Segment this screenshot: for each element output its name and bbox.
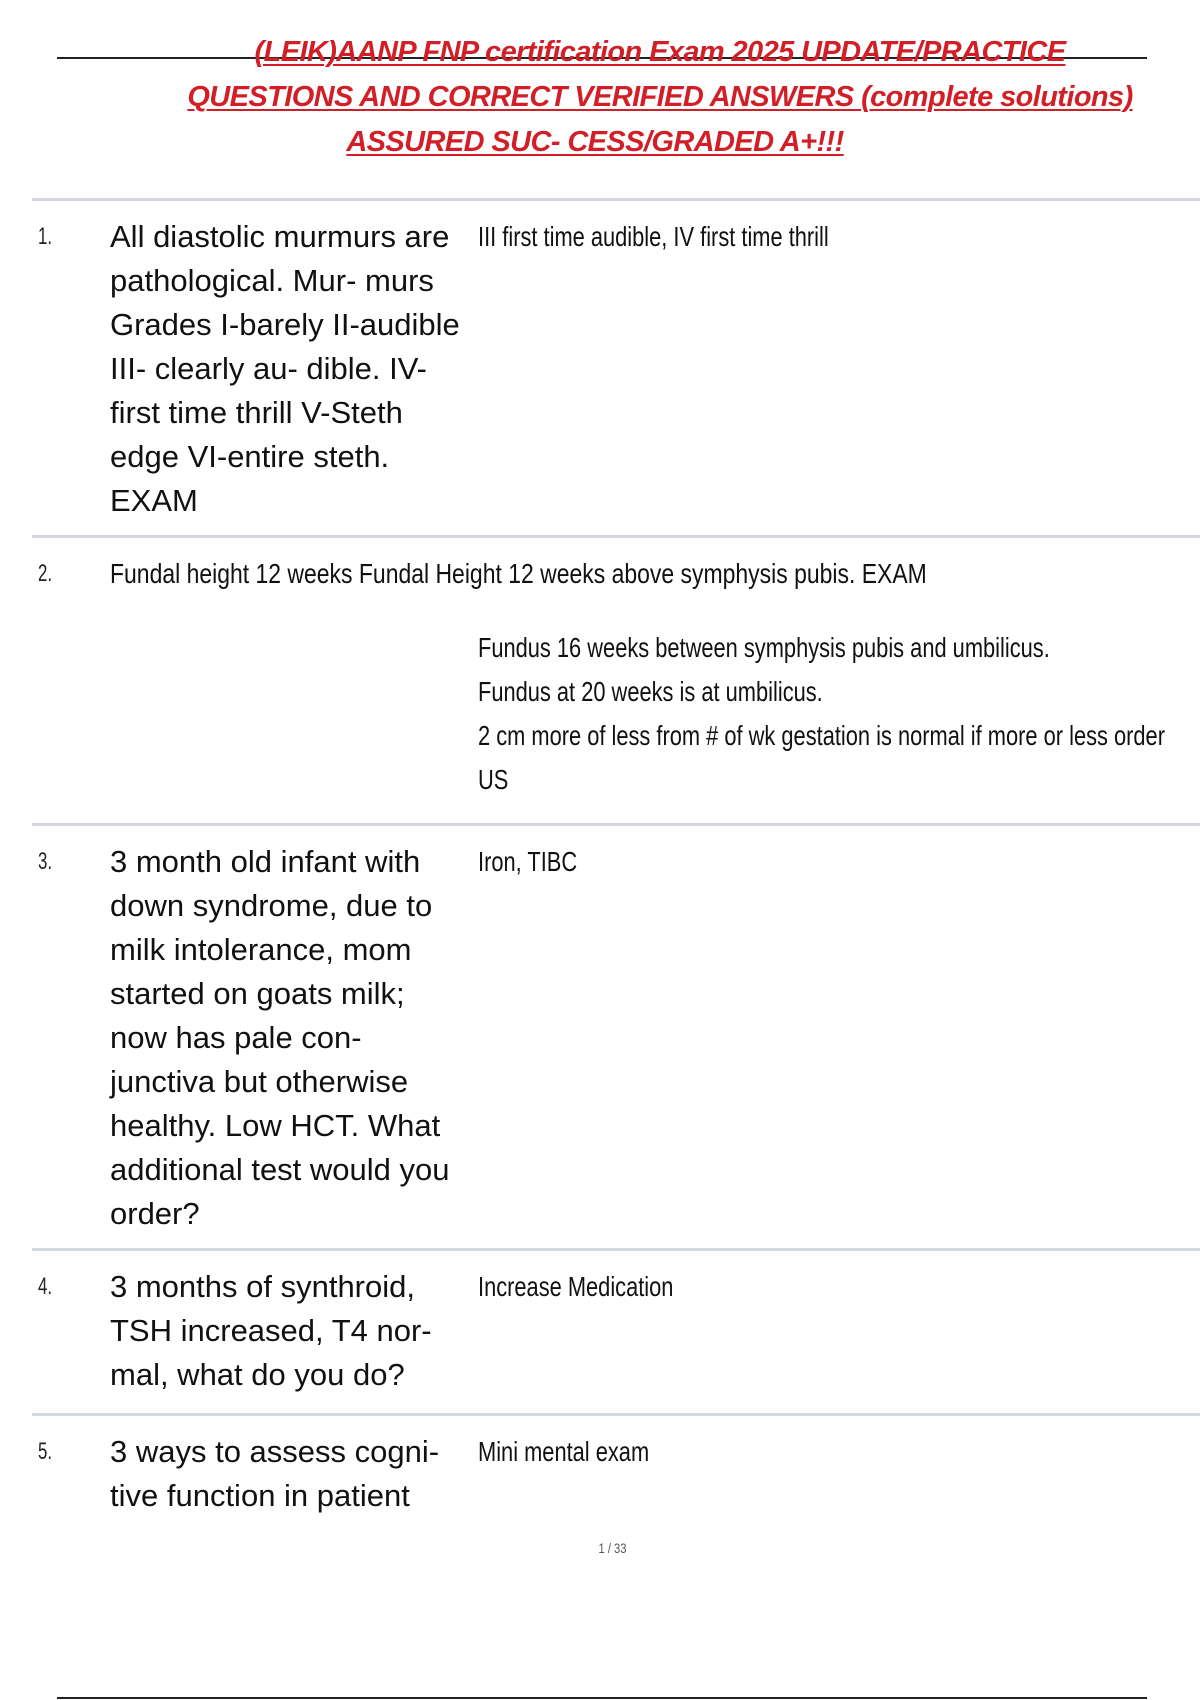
answer-line: Mini mental exam bbox=[478, 1436, 650, 1467]
title-line-1: (LEIK)AANP FNP certification Exam 2025 UPDATE/PRACTICE bbox=[254, 36, 1066, 68]
answer-line: Iron, TIBC bbox=[478, 846, 578, 877]
answer-line: 2 cm more of less from # of wk gestation is normal if more or less order bbox=[478, 720, 1165, 751]
qa-row-4 bbox=[32, 1248, 1200, 1413]
question-text: 3 months of synthroid, TSH increased, T4 nor- mal, what do you do? bbox=[110, 1269, 432, 1392]
answer-text bbox=[478, 626, 1198, 802]
answer-text bbox=[478, 840, 1198, 884]
row-number: 5. bbox=[38, 1438, 53, 1465]
qa-list bbox=[0, 198, 1200, 1563]
row-number: 1. bbox=[38, 223, 53, 250]
question-text: 3 month old infant with down syndrome, due to milk intolerance, mom started on goats milk; now has pale con- junctiva but otherwise healthy. Low HCT. What additional test would you order? bbox=[110, 844, 450, 1231]
page-number: 1 / 33 bbox=[598, 1540, 627, 1556]
document-title bbox=[120, 30, 1200, 165]
answer-line: Increase Medication bbox=[478, 1271, 674, 1302]
title-line-2: QUESTIONS AND CORRECT VERIFIED ANSWERS (complete solutions) bbox=[187, 81, 1133, 113]
answer-text bbox=[478, 215, 1198, 259]
row-number: 2. bbox=[38, 560, 53, 587]
row-number: 4. bbox=[38, 1273, 53, 1300]
bottom-rule bbox=[57, 1697, 1147, 1699]
qa-row-3 bbox=[32, 823, 1200, 1248]
answer-line: III first time audible, IV first time thrill bbox=[478, 221, 829, 252]
question-text: 3 ways to assess cogni- tive function in patient bbox=[110, 1434, 440, 1513]
qa-row-2 bbox=[32, 535, 1200, 823]
answer-line: US bbox=[478, 764, 509, 795]
question-answer-inline: Fundal height 12 weeks Fundal Height 12 weeks above symphysis pubis. EXAM bbox=[110, 558, 927, 589]
qa-row-1 bbox=[32, 198, 1200, 535]
answer-line: Fundus at 20 weeks is at umbilicus. bbox=[478, 676, 823, 707]
answer-text bbox=[478, 1430, 1198, 1474]
title-line-3: ASSURED SUC- CESS/GRADED A+!!! bbox=[346, 126, 844, 158]
answer-line: Fundus 16 weeks between symphysis pubis and umbilicus. bbox=[478, 632, 1050, 663]
row-number: 3. bbox=[38, 848, 53, 875]
answer-text bbox=[478, 1265, 1198, 1309]
question-text: All diastolic murmurs are pathological. Mur- murs Grades I-barely II-audible III- clearly au- dible. IV- first time thrill V-Steth edge VI-entire steth. EXAM bbox=[110, 219, 460, 518]
